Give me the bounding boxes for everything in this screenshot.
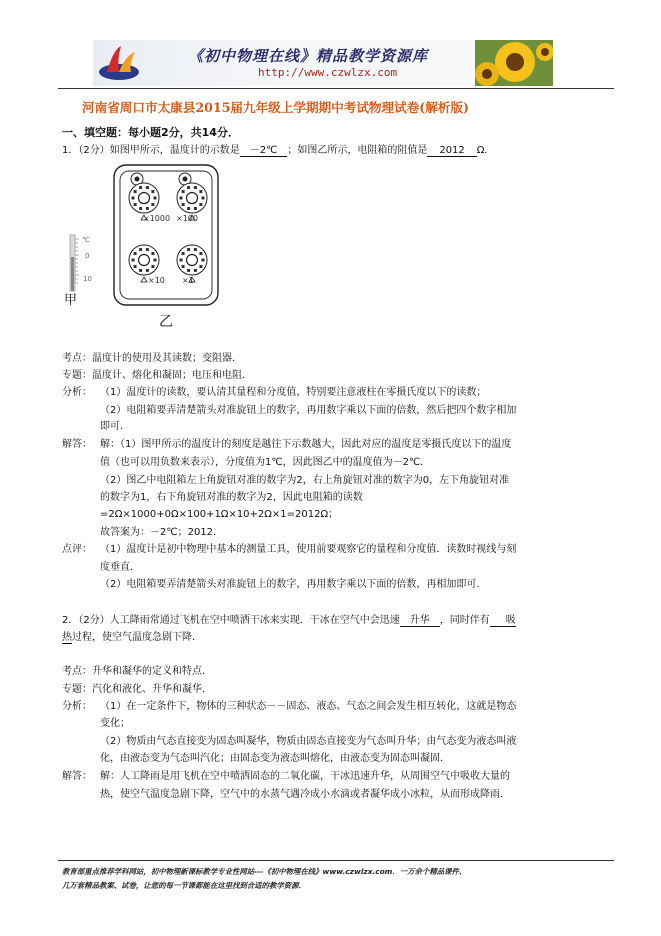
solution-line: 故答案为：－2℃；2012． [100,527,224,538]
footer-line: 几万套精品教案、试卷，让您的每一节课都能在这里找到合适的教学资源． [62,881,306,890]
banner-url[interactable]: http://www.czwlzx.com [258,66,398,79]
dial-multiplier: ×100 [176,214,198,223]
q2-answer-2b: 热 [62,632,72,643]
q1-stem [62,144,494,157]
solution-line: （2）图乙中电阻箱左上角旋钮对准的数字为2，右上角旋钮对准的数字为0，左下角旋钮对准 [100,475,510,486]
label: 专题： [62,370,92,381]
solution-line: 解：人工降雨是用飞机在空中喷洒固态的二氧化碳，干冰迅速升华，从周围空气中吸收大量的 [100,771,510,782]
sunflower-icon [475,40,553,86]
banner-title: 《初中物理在线》精品教学资源库 [188,47,429,65]
analysis-line: （2）电阻箱要弄清楚箭头对准旋钮上的数字，再用数字乘以下面的倍数，然后把四个数字相加 [100,405,517,416]
thermometer-icon [70,235,92,291]
solution-line: 的数字为1，右下角旋钮对准的数字为2，因此电阻箱的读数 [100,492,363,503]
q1-stem-part: ；如图乙所示，电阻箱的阻值是 [287,145,428,156]
solution-line: =2Ω×1000+0Ω×100+1Ω×10+2Ω×1=2012Ω； [100,509,339,520]
comment-line: 度垂直． [100,562,140,573]
analysis-line: 即可． [100,421,130,432]
thermo-unit: ℃ [82,236,90,244]
q2-stem-part: 2．（2分）人工降雨常通过飞机在空中喷洒干冰来实现．干冰在空气中会迅速 [62,615,400,626]
resistance-box [114,165,218,305]
q2-kaodian [62,665,212,678]
figure-label-yi: 乙 [159,314,173,330]
comment-line: （1）温度计是初中物理中基本的测量工具，使用前要观察它的量程和分度值．读数时视线与刻 [100,544,517,555]
q1-dianping-label: 点评： [62,544,92,555]
analysis-line: （2）物质由气态直接变为固态叫凝华，物质由固态直接变为气态叫升华；由气态变为液态叫液 [100,736,517,747]
site-logo-icon [97,42,141,84]
q2-stem-part: 过程，使空气温度急剧下降． [72,632,202,643]
q2-stem [62,614,516,627]
dial-multiplier: ×1000 [143,214,171,223]
q2-jieda-label: 解答： [62,771,92,782]
dial-multiplier: ×10 [148,276,165,285]
q2-zhuanti [62,683,212,696]
comment-line: （2）电阻箱要弄清楚箭头对准旋钮上的数字，再用数字乘以下面的倍数，再相加即可． [100,579,487,590]
q1-answer-1: －2℃ [249,145,278,156]
q1-kaodian [62,352,242,365]
q1-stem-part: Ω． [476,145,495,156]
solution-line: 解：（1）图甲所示的温度计的刻度是越往下示数越大，因此对应的温度是零摄氏度以下的温度 [100,439,512,450]
footer-line: 教育部重点推荐学科网站，初中物理新课标教学专业性网站---《初中物理在线》www.czwlzx.com．一万余个精品课件、 [62,867,467,876]
q2-answer-blank-2a [490,615,516,627]
analysis-line: （1）在一定条件下，物体的三种状态－－固态、液态、气态之间会发生相互转化，这就是物态 [100,701,517,712]
thermo-tick-0: 0 [85,252,90,260]
q1-fenxi-label: 分析： [62,387,92,398]
q2-answer-blank-2b [62,632,72,644]
value: 温度计、熔化和凝固；电压和电阻． [92,370,252,381]
footer-rule [58,860,614,861]
q2-fenxi-label: 分析： [62,701,92,712]
q2-answer-1: 升华 [409,615,430,626]
q1-stem-part: 1．（2分）如图甲所示，温度计的示数是 [62,145,240,156]
q1-answer-blank-1 [240,145,288,157]
q1-jieda-label: 解答： [62,439,92,450]
label: 考点： [62,666,92,677]
q1-answer-blank-2 [427,145,476,157]
analysis-line: 化，由液态变为气态叫汽化；由固态变为液态叫熔化，由液态变为固态叫凝固． [100,753,450,764]
thermo-tick-10: 10 [83,275,92,283]
solution-line: 热，使空气温度急剧下降，空气中的水蒸气遇冷成小水滴或者凝华成小冰粒，从而形成降雨． [100,789,510,800]
analysis-line: （1）温度计的读数，要认清其量程和分度值，特别要注意液柱在零摄氏度以下的读数； [100,387,487,398]
figure-label-jia: 甲 [64,293,78,308]
analysis-line: 变化； [100,718,130,729]
q2-stem-part: ，同时伴有 [439,615,490,626]
header-banner [93,40,555,86]
q1-figure [62,163,232,343]
q2-answer-blank-1 [400,615,440,627]
q1-zhuanti [62,369,252,382]
document-title: 河南省周口市太康县2015届九年级上学期期中考试物理试卷(解析版) [82,100,469,115]
q2-answer-2a: 吸 [505,615,516,626]
value: 温度计的使用及其读数；变阻器． [92,353,242,364]
value: 升华和凝华的定义和特点． [92,666,212,677]
dial-multiplier: ×1 [182,276,194,285]
q2-stem-cont [62,631,202,644]
header-rule [58,88,614,89]
section-heading: 一、填空题：每小题2分，共14分． [62,126,239,139]
q1-answer-2: 2012 [439,145,465,156]
value: 汽化和液化、升华和凝华． [92,684,212,695]
solution-line: 值（也可以用负数来表示），分度值为1℃，因此图乙中的温度值为－2℃． [100,457,431,468]
label: 考点： [62,353,92,364]
label: 专题： [62,684,92,695]
